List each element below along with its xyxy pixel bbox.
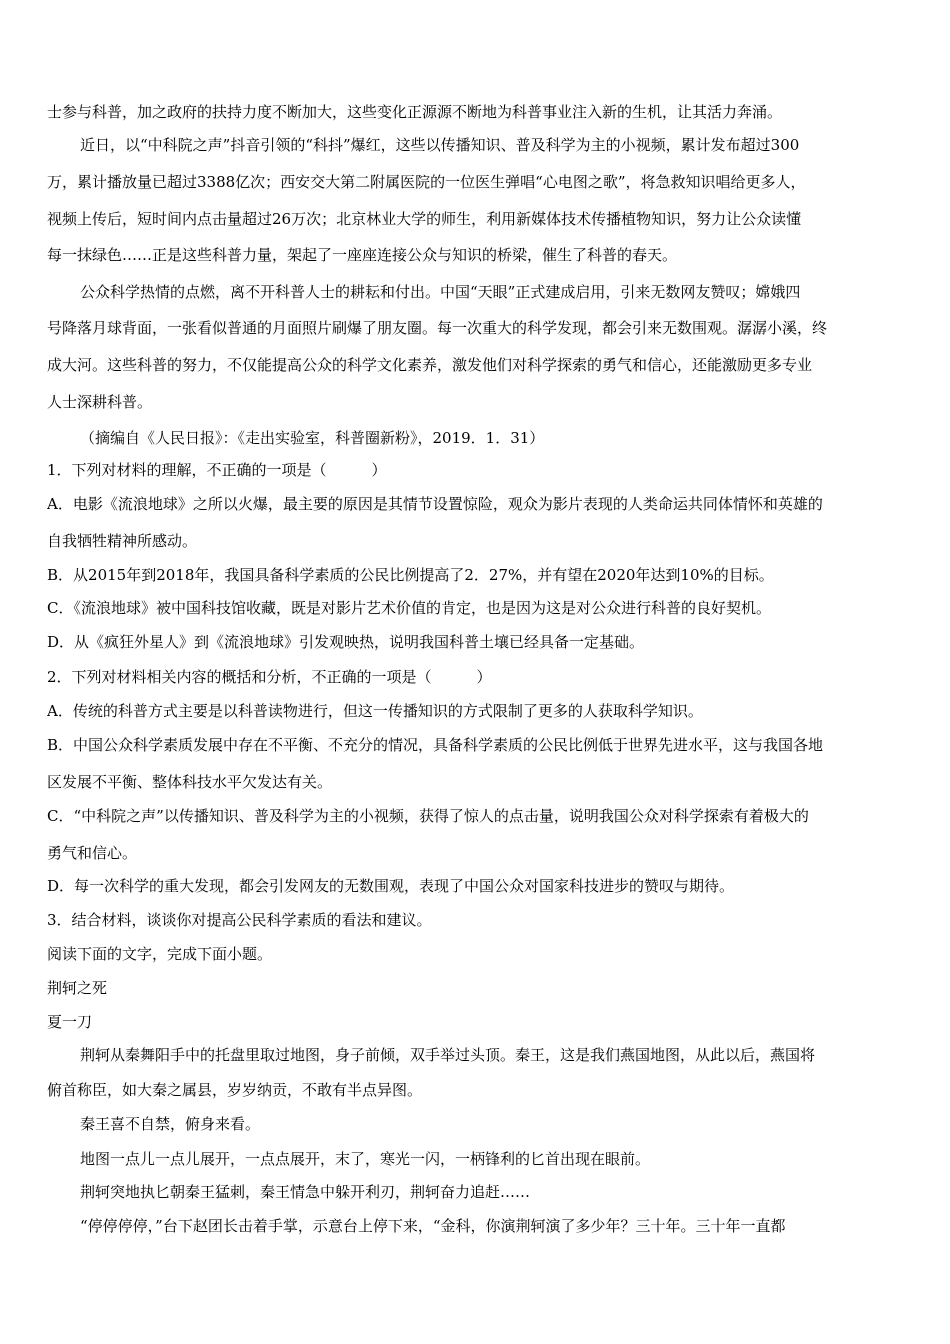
text-line: 士参与科普，加之政府的扶持力度不断加大，这些变化正源源不断地为科普事业注入新的生机，让其活力奔涌。 [47,103,783,121]
option-1a: A．电影《流浪地球》之所以火爆，最主要的原因是其情节设置惊险，观众为影片表现的人类命运共同体情怀和英雄的 [47,495,823,513]
question-1: 1．下列对材料的理解，不正确的一项是（ ） [47,461,387,479]
text-line: 成大河。这些科普的努力，不仅能提高公众的科学文化素养，激发他们对科学探索的勇气和信心，还能激励更多专业 [47,356,813,374]
option-2a: A．传统的科普方式主要是以科普读物进行，但这一传播知识的方式限制了更多的人获取科学知识。 [47,702,703,720]
option-2c-cont: 勇气和信心。 [47,844,138,862]
question-3: 3．结合材料，谈谈你对提高公民科学素质的看法和建议。 [47,911,432,929]
text-line: 俯首称臣，如大秦之属县，岁岁纳贡，不敢有半点异图。 [47,1081,423,1099]
option-1c: C．《流浪地球》被中国科技馆收藏，既是对影片艺术价值的肯定，也是因为这是对公众进行科普的良好契机。 [47,599,771,617]
text-line: 公众科学热情的点燃，离不开科普人士的耕耘和付出。中国“天眼”正式建成启用，引来无数网友赞叹；嫦娥四 [80,283,801,301]
text-line: 每一抹绿色……正是这些科普力量，架起了一座座连接公众与知识的桥梁，催生了科普的春天。 [47,246,678,264]
text-line: 号降落月球背面，一张看似普通的月面照片刷爆了朋友圈。每一次重大的科学发现，都会引来无数围观。潺潺小溪，终 [47,319,828,337]
text-line: “停停停停，”台下赵团长击着手掌，示意台上停下来，“金科，你演荆轲演了多少年？三十年。三十年一直都 [80,1217,786,1235]
option-1b: B．从2015年到2018年，我国具备科学素质的公民比例提高了2．27%，并有望在2020年达到10%的目标。 [47,566,774,584]
option-1a-cont: 自我牺牲精神所感动。 [47,532,198,550]
option-1d: D．从《疯狂外星人》到《流浪地球》引发观映热，说明我国科普土壤已经具备一定基础。 [47,633,645,651]
text-line: 近日，以“中科院之声”抖音引领的“科抖”爆红，这些以传播知识、普及科学为主的小视频，累计发布超过300 [80,136,800,154]
reading-instruction: 阅读下面的文字，完成下面小题。 [47,945,273,963]
text-line: 秦王喜不自禁，俯身来看。 [80,1115,261,1133]
text-line: 荆轲从秦舞阳手中的托盘里取过地图，身子前倾，双手举过头顶。秦王，这是我们燕国地图，从此以后，燕国将 [80,1046,816,1064]
story-title: 荆轲之死 [47,979,108,997]
text-line: 视频上传后，短时间内点击量超过26万次；北京林业大学的师生，利用新媒体技术传播植物知识，努力让公众读懂 [47,210,802,228]
text-line: 人士深耕科普。 [47,393,153,411]
text-line: 地图一点儿一点儿展开，一点点展开，末了，寒光一闪，一柄锋利的匕首出现在眼前。 [80,1150,651,1168]
option-2d: D．每一次科学的重大发现，都会引发网友的无数围观，表现了中国公众对国家科技进步的赞叹与期待。 [47,877,735,895]
option-2c: C．“中科院之声”以传播知识、普及科学为主的小视频，获得了惊人的点击量，说明我国公众对科学探索有着极大的 [47,807,809,825]
question-2: 2．下列对材料相关内容的概括和分析，不正确的一项是（ ） [47,668,492,686]
option-2b-cont: 区发展不平衡、整体科技水平欠发达有关。 [47,773,333,791]
text-line: 荆轲突地执匕朝秦王猛刺，秦王情急中躲开利刃，荆轲奋力追赶…… [80,1183,531,1201]
option-2b: B．中国公众科学素质发展中存在不平衡、不充分的情况，具备科学素质的公民比例低于世界先进水平，这与我国各地 [47,736,824,754]
source-citation: （摘编自《人民日报》：《走出实验室，科普圈新粉》，2019．1．31） [80,429,545,447]
story-author: 夏一刀 [47,1013,93,1031]
text-line: 万，累计播放量已超过3388亿次；西安交大第二附属医院的一位医生弹唱“心电图之歌”，将急救知识唱给更多人， [47,173,806,191]
